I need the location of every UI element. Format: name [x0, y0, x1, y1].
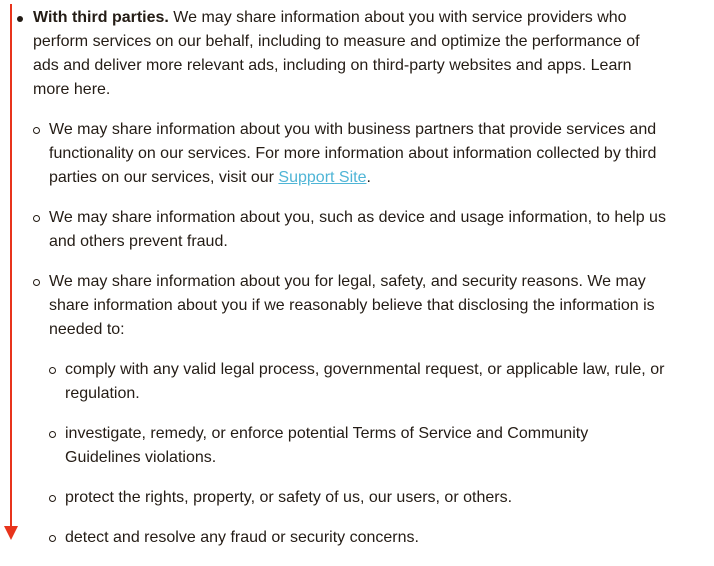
support-site-link[interactable]: Support Site [278, 169, 367, 186]
business-partners-period: . [366, 169, 371, 186]
fraud-prevention-text: We may share information about you, such as device and usage information, to help us and others prevent fraud. [49, 209, 666, 250]
legal-safety-text: We may share information about you for legal, safety, and security reasons. We may share information about you if we reasonably believe that disclosing the information is needed to: [49, 273, 655, 338]
list-item-business-partners [49, 118, 669, 190]
protect-rights-text: protect the rights, property, or safety of us, our users, or others. [65, 489, 513, 506]
sharing-list [0, 6, 714, 550]
list-item-third-parties [33, 6, 669, 550]
privacy-policy-content [0, 6, 714, 566]
legal-process-text: comply with any valid legal process, governmental request, or applicable law, rule, or regulation. [65, 361, 665, 402]
list-item-protect-rights [65, 486, 665, 510]
list-item-legal-safety [49, 270, 669, 550]
list-item-fraud-security [65, 526, 665, 550]
list-item-violations [65, 422, 665, 470]
legal-reasons-sublist [49, 358, 669, 550]
violations-text: investigate, remedy, or enforce potential Terms of Service and Community Guidelines violations. [65, 425, 589, 466]
third-parties-heading: With third parties. [33, 9, 169, 26]
third-parties-text: We may share information about you with service providers who perform services on our behalf, including to measure and optimize the performance of ads and deliver more relevant ads, including on third-party websites and apps. Learn more here. [33, 9, 640, 98]
third-parties-sublist [33, 118, 669, 550]
fraud-security-text: detect and resolve any fraud or security concerns. [65, 529, 419, 546]
business-partners-text: We may share information about you with business partners that provide services and functionality on our services. For more information about information collected by third parties on our services, visit our [49, 121, 657, 186]
list-item-legal-process [65, 358, 665, 406]
list-item-fraud-prevention [49, 206, 669, 254]
